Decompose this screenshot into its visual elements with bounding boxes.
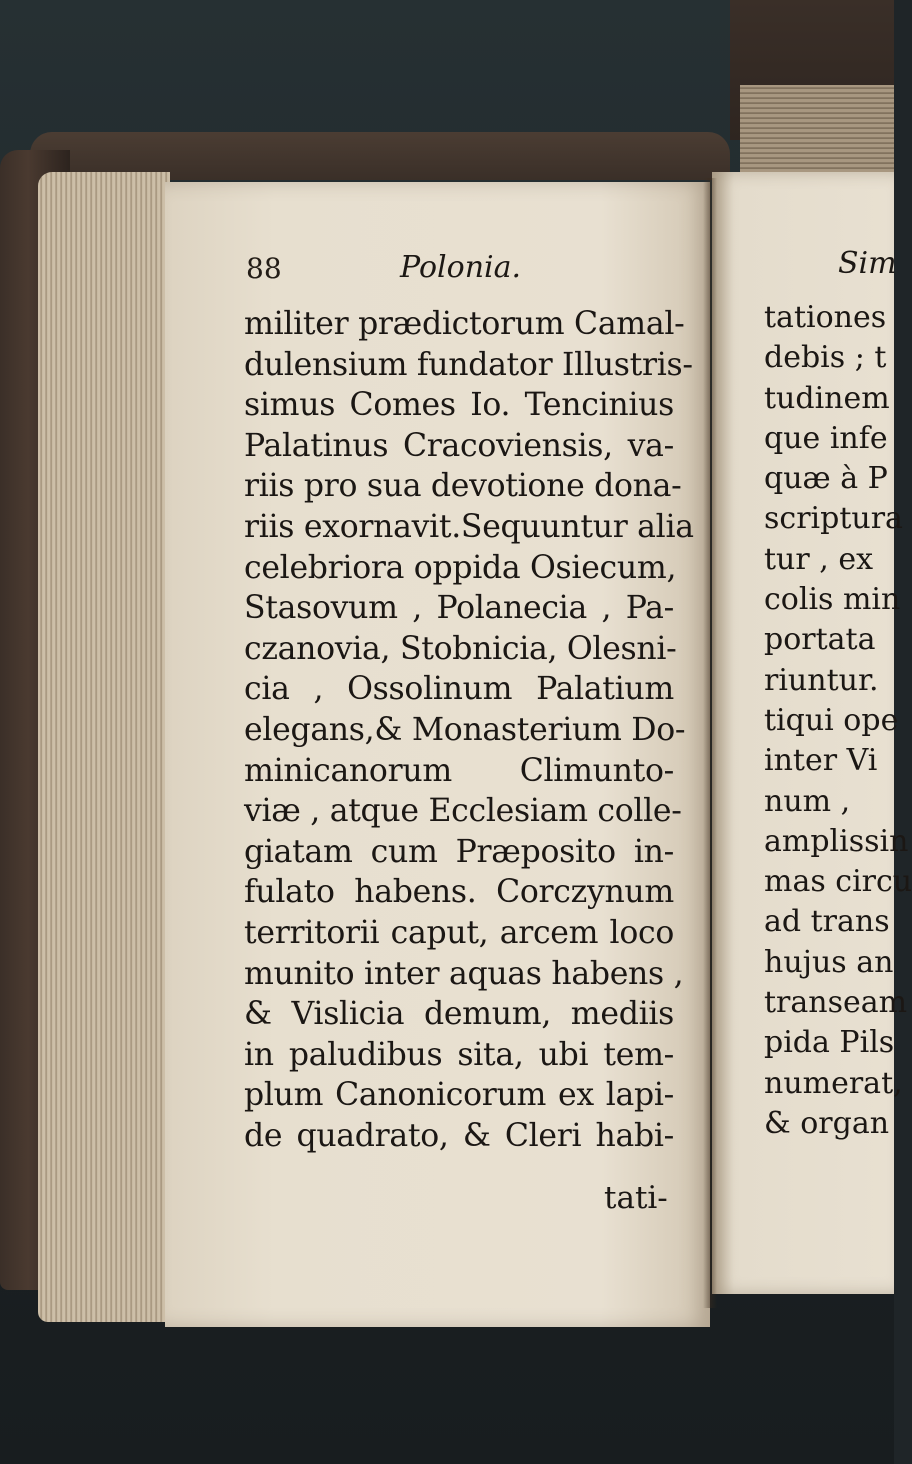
running-title: Polonia.: [400, 250, 522, 285]
text-line: fulato habens. Corczynum: [244, 874, 674, 911]
text-line: militer prædictorum Camal-: [244, 306, 685, 342]
left-page-text: [244, 304, 694, 1156]
text-line: amplissin: [764, 823, 909, 859]
text-line: que infe: [764, 420, 888, 456]
text-line: celebriora oppida Osiecum,: [244, 549, 677, 586]
text-line: quæ à P: [764, 461, 888, 497]
text-line: hujus an: [764, 944, 894, 980]
book-gutter: [703, 178, 717, 1308]
text-line: numerat,: [764, 1065, 903, 1101]
text-line: ad trans: [764, 904, 890, 940]
text-line: munito inter aquas habens ,: [244, 955, 684, 992]
text-line: tur , ex: [764, 541, 873, 577]
text-line: tiqui ope: [764, 702, 899, 738]
right-running-title: Sim: [838, 246, 897, 281]
text-line: viæ , atque Ecclesiam colle-: [244, 793, 682, 830]
text-line: elegans,& Monasterium Do-: [244, 711, 686, 748]
text-line: pida Pils: [764, 1025, 895, 1061]
text-line: Palatinus Cracoviensis, va-: [244, 427, 674, 464]
text-line: colis min: [764, 582, 901, 618]
page-number: 88: [246, 252, 282, 285]
text-line: & organ: [764, 1105, 890, 1141]
text-line: riuntur.: [764, 662, 879, 698]
text-line: riis exornavit.Sequuntur alia: [244, 508, 694, 545]
text-line: tationes: [764, 300, 887, 335]
text-line: Stasovum , Polanecia , Pa-: [244, 590, 674, 627]
right-page-text: [764, 298, 912, 1144]
text-line: simus Comes Io. Tencinius: [244, 387, 674, 424]
text-line: riis pro sua devotione dona-: [244, 468, 682, 505]
text-line: tudinem: [764, 380, 890, 416]
text-line: transeam: [764, 985, 908, 1021]
text-line: portata: [764, 622, 876, 658]
text-line: de quadrato, & Cleri habi-: [244, 1117, 674, 1154]
text-line: giatam cum Præposito in-: [244, 833, 674, 870]
text-line: cia , Ossolinum Palatium: [244, 671, 674, 708]
text-line: plum Canonicorum ex lapi-: [244, 1077, 674, 1114]
text-line: num ,: [764, 783, 851, 819]
text-line: dulensium fundator Illustris-: [244, 346, 693, 383]
catchword: tati-: [604, 1180, 668, 1216]
text-line: territorii caput, arcem loco: [244, 914, 674, 951]
page-edges: [38, 172, 170, 1322]
text-line: minicanorum Climunto-: [244, 752, 674, 789]
text-line: in paludibus sita, ubi tem-: [244, 1036, 674, 1073]
text-line: inter Vi: [764, 743, 878, 779]
text-line: czanovia, Stobnicia, Olesni-: [244, 630, 677, 667]
text-line: debis ; t: [764, 340, 887, 376]
right-page-edges: [740, 85, 894, 185]
text-line: mas circu: [764, 864, 912, 900]
text-line: & Vislicia demum, mediis: [244, 996, 674, 1033]
text-line: scriptura: [764, 501, 903, 537]
